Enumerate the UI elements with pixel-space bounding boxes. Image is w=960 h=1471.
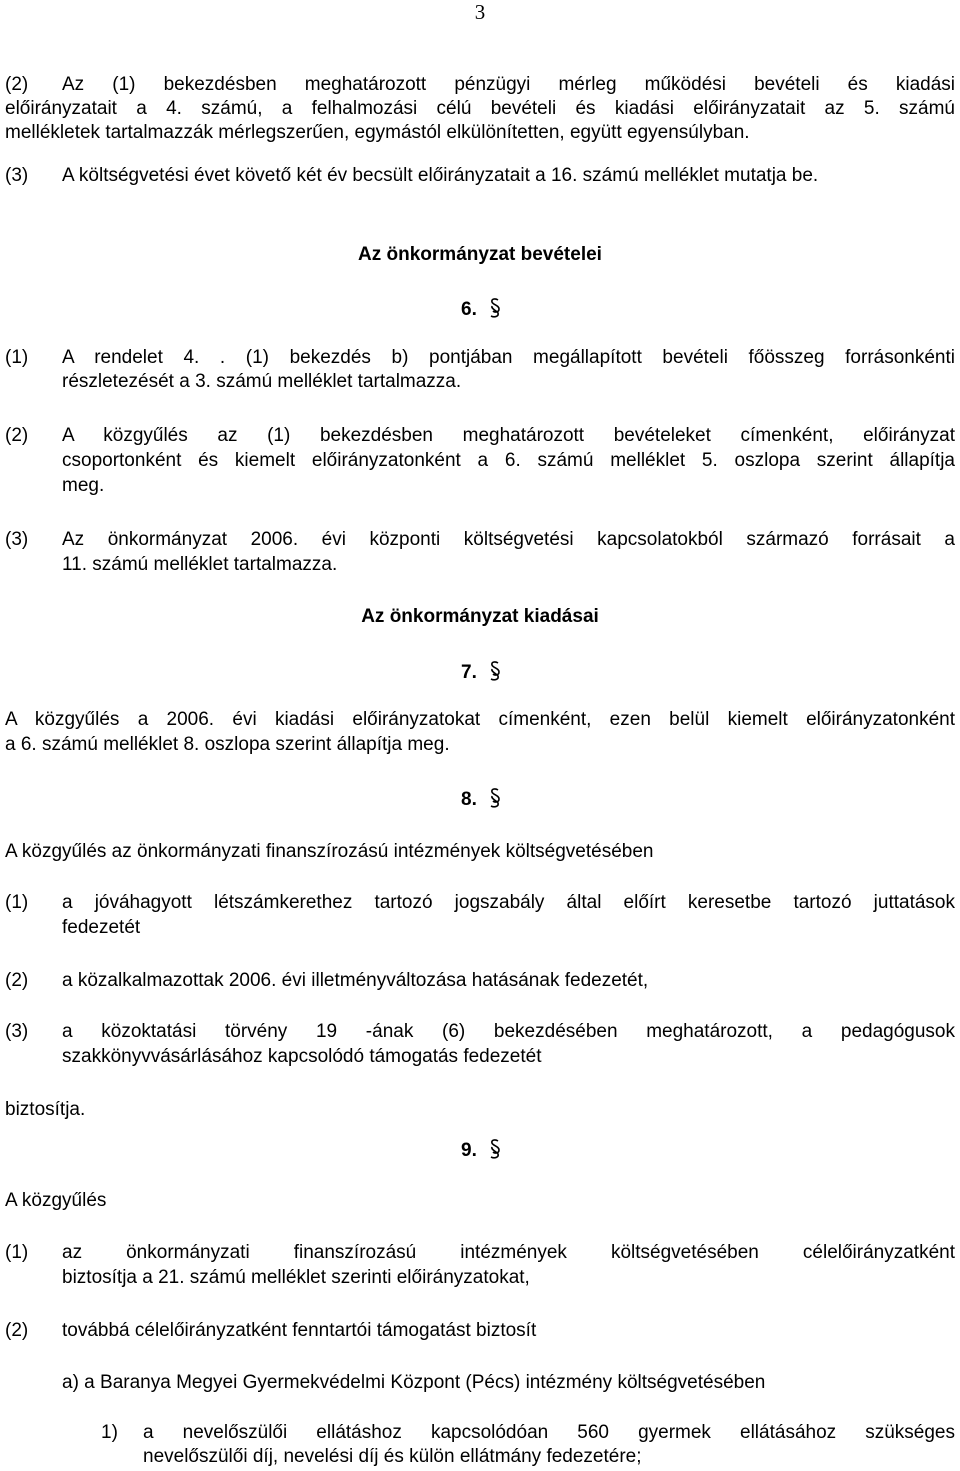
section-sign-icon [488, 1138, 502, 1160]
paragraph-line: 11. számú melléklet tartalmazza. [62, 554, 338, 575]
section-number: 7. [461, 662, 477, 683]
paragraph-line: Az (1) bekezdésben meghatározott pénzügyi mérleg működési bevételi és kiadási [62, 74, 955, 95]
section-number: 8. [461, 789, 477, 810]
paragraph-line: A közgyűlés a 2006. évi kiadási előirányzatokat címenként, ezen belül kiemelt előirányzatonként [5, 709, 955, 730]
paragraph-number: (2) [5, 74, 29, 95]
paragraph-line: a nevelőszülői ellátáshoz kapcsolódóan 560 gyermek ellátásához szükséges [143, 1422, 955, 1443]
paragraph-line: A rendelet 4. . (1) bekezdés b) pontjában megállapított bevételi főösszeg forrásonkénti [62, 347, 955, 368]
paragraph-number: (1) [5, 1242, 29, 1263]
paragraph-line: a jóváhagyott létszámkerethez tartozó jogszabály által előírt keresetbe tartozó juttatások [62, 892, 955, 913]
paragraph-line: nevelőszülői díj, nevelési díj és külön ellátmány fedezetére; [143, 1446, 642, 1467]
paragraph-line: szakkönyvvásárlásához kapcsolódó támogatás fedezetét [62, 1046, 542, 1067]
heading-text: Az önkormányzat kiadásai [361, 606, 599, 627]
section-number: 9. [461, 1140, 477, 1161]
heading-expenditures [0, 605, 960, 629]
heading-revenues [0, 243, 960, 267]
paragraph-number: (3) [5, 1021, 29, 1042]
section-8-title [461, 787, 502, 812]
paragraph-text: továbbá célelőirányzatként fenntartói támogatást biztosít [62, 1320, 537, 1341]
paragraph-line: a közoktatási törvény 19 -ának (6) bekezdésében meghatározott, a pedagógusok [62, 1021, 955, 1042]
section-sign-icon [488, 297, 502, 319]
section-9-title [461, 1138, 502, 1163]
paragraph-line: biztosítja a 21. számú melléklet szerinti előirányzatokat, [62, 1267, 530, 1288]
paragraph-line: meg. [62, 475, 105, 496]
paragraph-line: a) a Baranya Megyei Gyermekvédelmi Központ (Pécs) intézmény költségvetésében [62, 1372, 766, 1393]
paragraph-number: (2) [5, 1320, 29, 1341]
paragraph-line: A közgyűlés [5, 1190, 107, 1211]
section-sign-icon [488, 660, 502, 682]
paragraph-number: (2) [5, 425, 29, 446]
paragraph-number: (3) [5, 529, 29, 550]
section-number: 6. [461, 299, 477, 320]
paragraph-line: az önkormányzati finanszírozású intézmények költségvetésében célelőirányzatként [62, 1242, 955, 1263]
paragraph-number: 1) [101, 1422, 118, 1443]
paragraph-line: a 6. számú melléklet 8. oszlopa szerint állapítja meg. [5, 734, 450, 755]
paragraph-line: A közgyűlés az önkormányzati finanszírozású intézmények költségvetésében [5, 841, 654, 862]
paragraph-line: fedezetét [62, 917, 141, 938]
paragraph-number: (1) [5, 347, 29, 368]
paragraph-line: Az önkormányzat 2006. évi központi költségvetési kapcsolatokból származó forrásait a [62, 529, 955, 550]
paragraph-number: (2) [5, 970, 29, 991]
paragraph-number: (3) [5, 165, 29, 186]
heading-text: Az önkormányzat bevételei [358, 244, 602, 265]
section-6-title [461, 297, 502, 322]
section-sign-icon [488, 787, 502, 809]
paragraph-number: (1) [5, 892, 29, 913]
paragraph-line: előirányzatait a 4. számú, a felhalmozási célú bevételi és kiadási előirányzatait az 5. számú [5, 98, 955, 119]
paragraph-line: A közgyűlés az (1) bekezdésben meghatározott bevételeket címenként, előirányzat [62, 425, 955, 446]
paragraph-text: A költségvetési évet követő két év becsült előirányzatait a 16. számú melléklet mutatja be. [62, 165, 819, 186]
paragraph-line: mellékletek tartalmazzák mérlegszerűen, egymástól elkülönítetten, együtt egyensúlyban. [5, 122, 750, 143]
paragraph-text: a közalkalmazottak 2006. évi illetményváltozása hatásának fedezetét, [62, 970, 649, 991]
paragraph-line: részletezését a 3. számú melléklet tartalmazza. [62, 371, 462, 392]
section-7-title [461, 660, 502, 685]
page-number: 3 [474, 0, 486, 24]
paragraph-line: biztosítja. [5, 1099, 86, 1120]
paragraph-line: csoportonként és kiemelt előirányzatonként a 6. számú melléklet 5. oszlopa szerint állapítja [62, 450, 955, 471]
